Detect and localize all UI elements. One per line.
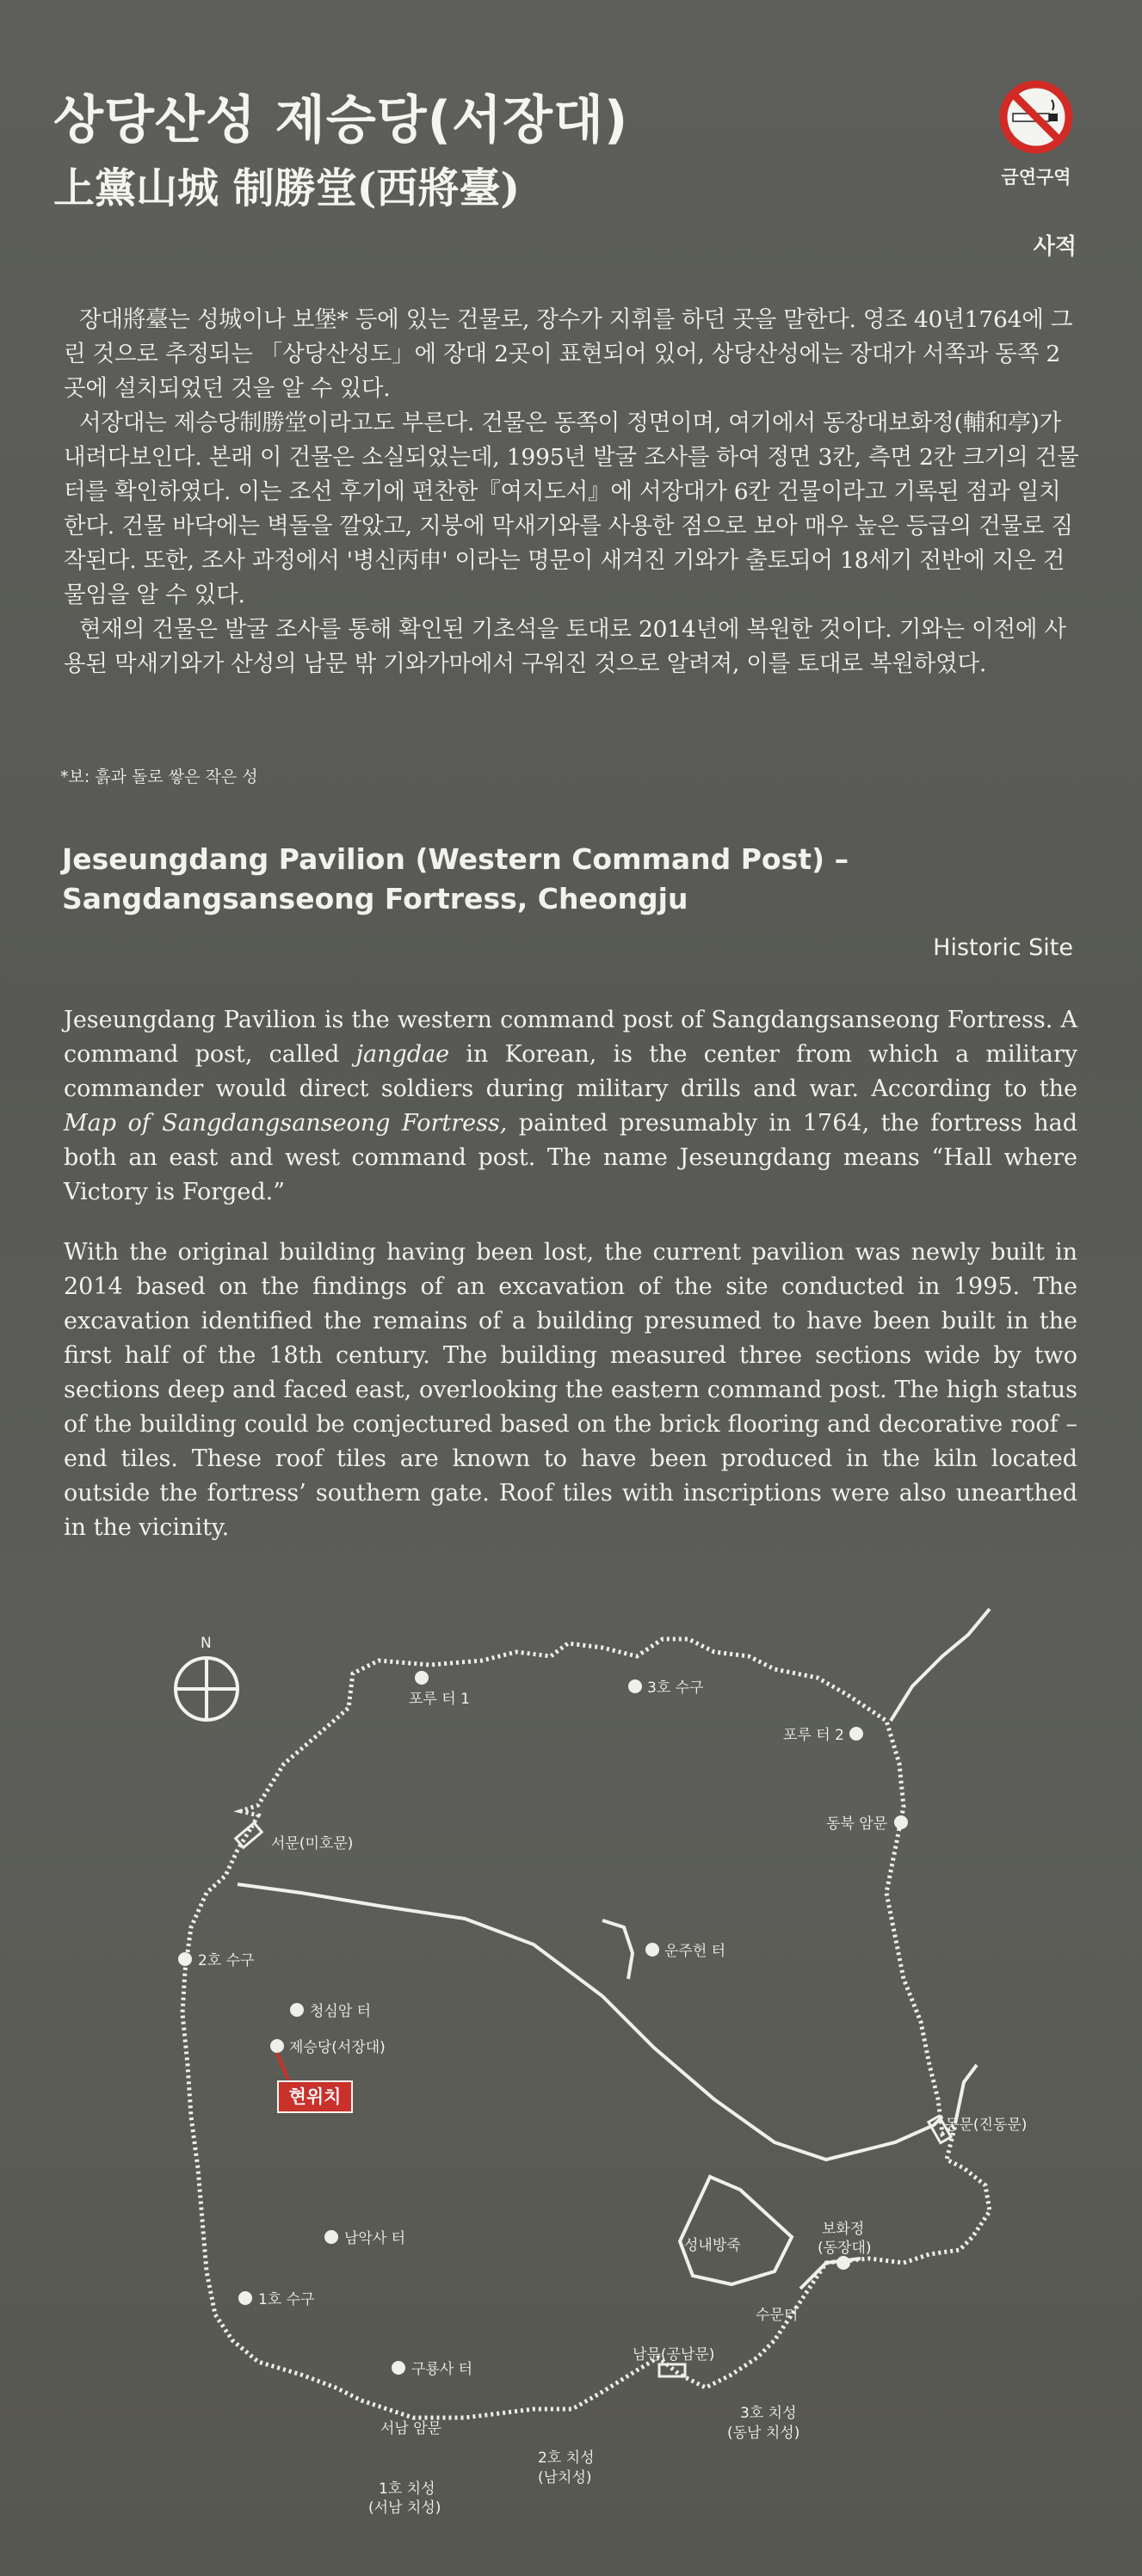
label-ujuheon: 운주헌 터 [664, 1943, 726, 1960]
label-sugu1: 1호 수구 [258, 2291, 315, 2308]
english-paragraph-1 [64, 1003, 1077, 1210]
road-3 [955, 2065, 977, 2123]
marker-porutor1 [415, 1671, 429, 1685]
title-english [62, 840, 1052, 919]
label-chiseong3-sub: (동남 치성) [727, 2425, 800, 2442]
marker-bohwajeong [836, 2256, 850, 2270]
pond-outline [680, 2177, 792, 2284]
marker-guryongsa [392, 2361, 405, 2375]
gate-seomun [236, 1823, 262, 1848]
marker-jeseungdang [270, 2039, 284, 2053]
road-5 [800, 2259, 861, 2289]
label-cheongsimam: 청심암 터 [310, 2003, 372, 2020]
label-sugu2: 2호 수구 [198, 1952, 255, 1969]
marker-ujuheon [645, 1943, 659, 1957]
marker-sugu3 [628, 1679, 642, 1693]
label-bohwajeong-sub: (동장대) [818, 2240, 872, 2257]
marker-porutor2 [849, 1727, 863, 1741]
road-4 [891, 1609, 990, 1721]
english-p1-part-a: Jeseungdang Pavilion is the western command post of Sangdangsanseong Fortress. A command post, called [64, 1007, 1077, 1068]
label-seonam-ammun: 서남 암문 [380, 2420, 442, 2437]
korean-paragraph-1: 장대將臺는 성城이나 보堡* 등에 있는 건물로, 장수가 지휘를 하던 곳을 말한다. 영조 40년1764에 그린 것으로 추정되는 「상당산성도」에 장대 2곳이 표현되어 있어, 상당산성에는 장대가 서쪽과 동쪽 2곳에 설치되었던 것을 알 수 있다. [64, 306, 1073, 402]
fortress-map [0, 1549, 1142, 2576]
category-korean: 사적 [1033, 234, 1077, 260]
english-description [64, 1003, 1077, 1571]
road-1 [238, 1884, 942, 2160]
marker-namaksa [324, 2230, 338, 2244]
korean-paragraph-3: 현재의 건물은 발굴 조사를 통해 확인된 기초석을 토대로 2014년에 복원한 것이다. 기와는 이전에 사용된 막새기와가 산성의 남문 밖 기와가마에서 구워진 것으로 알려져, 이를 토대로 복원하였다. [64, 616, 1066, 677]
marker-dongbuk [894, 1815, 908, 1829]
category-english: Historic Site [933, 934, 1073, 961]
label-seongnaebangjuk: 성내방죽 [684, 2237, 741, 2254]
label-bohwajeong: 보화정 [822, 2221, 865, 2238]
label-sugu3: 3호 수구 [647, 1679, 704, 1697]
no-smoking-label: 금연구역 [1001, 167, 1071, 188]
label-jeseungdang: 제승당(서장대) [289, 2039, 386, 2056]
compass-label: N [201, 1635, 212, 1652]
road-2 [602, 1920, 633, 1979]
english-p1-part-c: painted presumably in 1764, the fortress had both an east and west command post. The name Jeseungdang means “Hall where Victory is Forged.” [64, 1110, 1077, 1205]
korean-description [64, 303, 1079, 681]
label-chiseong2: 2호 치성 [538, 2450, 595, 2467]
label-namaksa: 남악사 터 [344, 2230, 406, 2247]
label-sumunteo: 수문터 [756, 2307, 799, 2324]
pointer-arrow [277, 2053, 288, 2080]
label-namun: 남문(공남문) [633, 2346, 715, 2363]
no-smoking-icon [998, 79, 1074, 155]
label-guryongsa: 구룡사 터 [411, 2361, 473, 2378]
korean-paragraph-2: 서장대는 제승당制勝堂이라고도 부른다. 건물은 동쪽이 정면이며, 여기에서 동장대보화정(輔和亭)가 내려다보인다. 본래 이 건물은 소실되었는데, 1995년 발굴 조사를 하여 정면 3칸, 측면 2칸 크기의 건물 터를 확인하였다. 이는 조선 후기에 편찬한『여지도서』에 서장대가 6칸 건물이라고 기록된 점과 일치한다. 건물 바닥에는 벽돌을 깔았고, 지붕에 막새기와를 사용한 점으로 보아 매우 높은 등급의 건물로 짐작된다. 또한, 조사 과정에서 '병신丙申' 이라는 명문이 새겨진 기와가 출토되어 18세기 전반에 지은 건물임을 알 수 있다. [64, 410, 1079, 608]
marker-sugu2 [178, 1952, 192, 1966]
marker-sugu1 [238, 2291, 252, 2305]
english-p1-jangdae: jangdae [355, 1041, 450, 1068]
you-are-here-badge: 현위치 [277, 2080, 353, 2113]
label-porutor2: 포루 터 2 [783, 1727, 844, 1744]
english-paragraph-2: With the original building having been lost, the current pavilion was newly built in 2014 based on the findings of an excavation of the site conducted in 1995. The excavation identified the remains of a building presumed to have been built in the first half of the 18th century. The building measured three sections wide by two sections deep and faced east, overlooking the eastern command post. The high status of the building could be conjectured based on the brick flooring and decorative roof –end tiles. These roof tiles are known to have been produced in the kiln located outside the fortress’ southern gate. Roof tiles with inscriptions were also unearthed in the vicinity. [64, 1239, 1077, 1541]
label-seomun: 서문(미호문) [271, 1835, 354, 1852]
label-chiseong1-sub: (서남 치성) [368, 2499, 441, 2517]
title-hanja: 上黨山城 制勝堂(西將臺) [53, 164, 521, 213]
marker-cheongsimam [290, 2003, 304, 2017]
label-porutor1: 포루 터 1 [409, 1691, 470, 1708]
english-p1-part-b: in Korean, is the center from which a military commander would direct soldiers during military drills and war. According to the [64, 1041, 1077, 1102]
label-chiseong3: 3호 치성 [740, 2405, 797, 2422]
title-english-line-1: Jeseungdang Pavilion (Western Command Post) – [62, 842, 849, 876]
title-english-line-2: Sangdangsanseong Fortress, Cheongju [62, 882, 688, 915]
english-p1-map-title: Map of Sangdangsanseong Fortress, [64, 1110, 508, 1137]
korean-footnote: *보: 흙과 돌로 쌓은 작은 성 [60, 767, 258, 786]
label-dongbuk-ammun: 동북 암문 [826, 1815, 888, 1833]
title-korean: 상당산성 제승당(서장대) [53, 90, 629, 151]
label-chiseong2-sub: (남치성) [538, 2469, 592, 2487]
label-chiseong1: 1호 치성 [379, 2480, 435, 2498]
compass-icon [176, 1658, 238, 1720]
label-dongmun: 동문(진동문) [945, 2117, 1028, 2134]
